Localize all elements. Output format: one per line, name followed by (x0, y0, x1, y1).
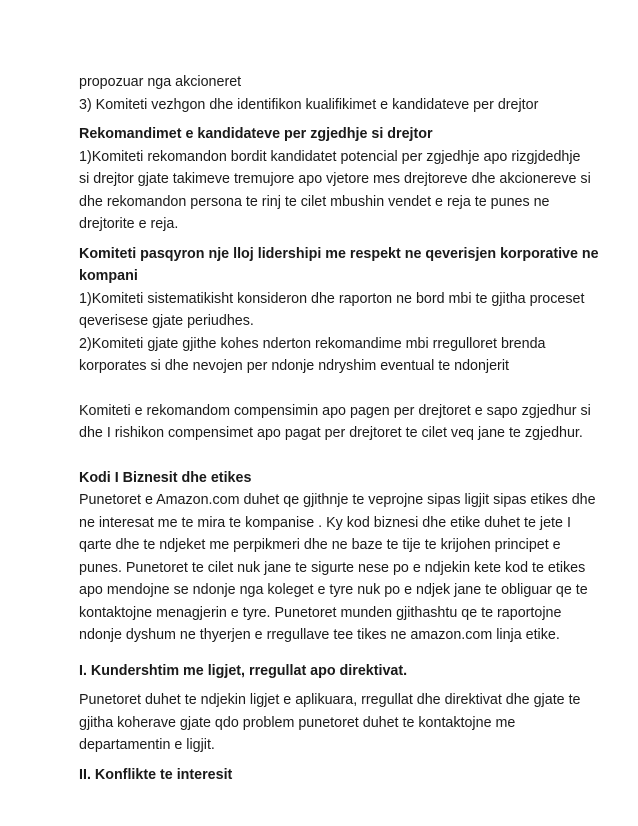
section-heading: Kodi I Biznesit dhe etikes (79, 469, 252, 486)
text-line: drejtorite e reja. (79, 216, 179, 232)
section-conflict (79, 764, 579, 787)
text-line: apo mendojne se ndonje nga koleget e tyre nuk po e ndjek jane te obliguar qe te (79, 582, 588, 598)
text-line: Punetoret duhet te ndjekin ligjet e aplikuara, rregullat dhe direktivat dhe gjate te (79, 692, 581, 708)
section-heading: Rekomandimet e kandidateve per zgjedhje si drejtor (79, 126, 433, 142)
text-line: kontaktojne menagjerin e tyre. Punetoret munden gjithashtu qe te raportojne (79, 604, 562, 621)
text-line: Komiteti e rekomandom compensimin apo pagen per drejtoret e sapo zgjedhur si (79, 402, 591, 419)
text-line: 3) Komiteti vezhgon dhe identifikon kualifikimet e kandidateve per drejtor (79, 96, 539, 113)
section-laws (79, 660, 579, 757)
text-line: ndonje dyshum ne thyerjen e rregullave tee tikes ne amazon.com linja etike. (79, 627, 560, 643)
text-line: ne interesat me te mira te kompanise . Ky kod biznesi dhe etike duhet te jete I (79, 514, 571, 531)
text-line: gjitha koherave gjate qdo problem punetoret duhet te kontaktojne me (79, 714, 516, 731)
text-line: punes. Punetoret te cilet nuk jane te sigurte nese po e ndjekin kete kod te etikes (79, 559, 586, 576)
text-line: 2)Komiteti gjate gjithe kohes nderton rekomandime mbi rregulloret brenda (79, 335, 546, 352)
document-page (79, 71, 599, 786)
text-line: korporates si dhe nevojen per ndonje ndryshim eventual te ndonjerit (79, 358, 509, 374)
intro-block (79, 71, 579, 116)
section-heading: I. Kundershtim me ligjet, rregullat apo direktivat. (79, 662, 408, 679)
section-compensation (79, 400, 591, 445)
section-heading: kompani (79, 268, 138, 284)
section-code (79, 467, 596, 647)
text-line: departamentin e ligjit. (79, 737, 215, 753)
section-recommend (79, 123, 591, 236)
section-review (79, 243, 599, 378)
text-line: propozuar nga akcioneret (79, 74, 242, 90)
text-line: Punetoret e Amazon.com duhet qe gjithnje te veprojne sipas ligjit sipas etikes dhe (79, 492, 596, 508)
text-line: qeverisese gjate periudhes. (79, 313, 254, 329)
text-line: 1)Komiteti rekomandon bordit kandidatet potencial per zgjedhje apo rizgjdedhje (79, 148, 581, 165)
text-line: dhe I rishikon compensimet apo pagat per drejtoret te cilet veq jane te zgjedhur. (79, 425, 583, 441)
section-heading: Komiteti pasqyron nje lloj lidershipi me respekt ne qeverisjen korporative ne (79, 245, 599, 262)
section-heading: II. Konflikte te interesit (79, 766, 233, 783)
text-line: dhe rekomandon persona te rinj te cilet mbushin vendet e reja te punes ne (79, 193, 550, 210)
text-line: qarte dhe te ndjeket me perpikmeri dhe ne baze te tije te krijohen principet e (79, 537, 561, 553)
text-line: si drejtor gjate takimeve tremujore apo vjetore mes drejtoreve dhe akcionereve si (79, 171, 591, 187)
text-line: 1)Komiteti sistematikisht konsideron dhe raporton ne bord mbi te gjitha proceset (79, 290, 585, 307)
